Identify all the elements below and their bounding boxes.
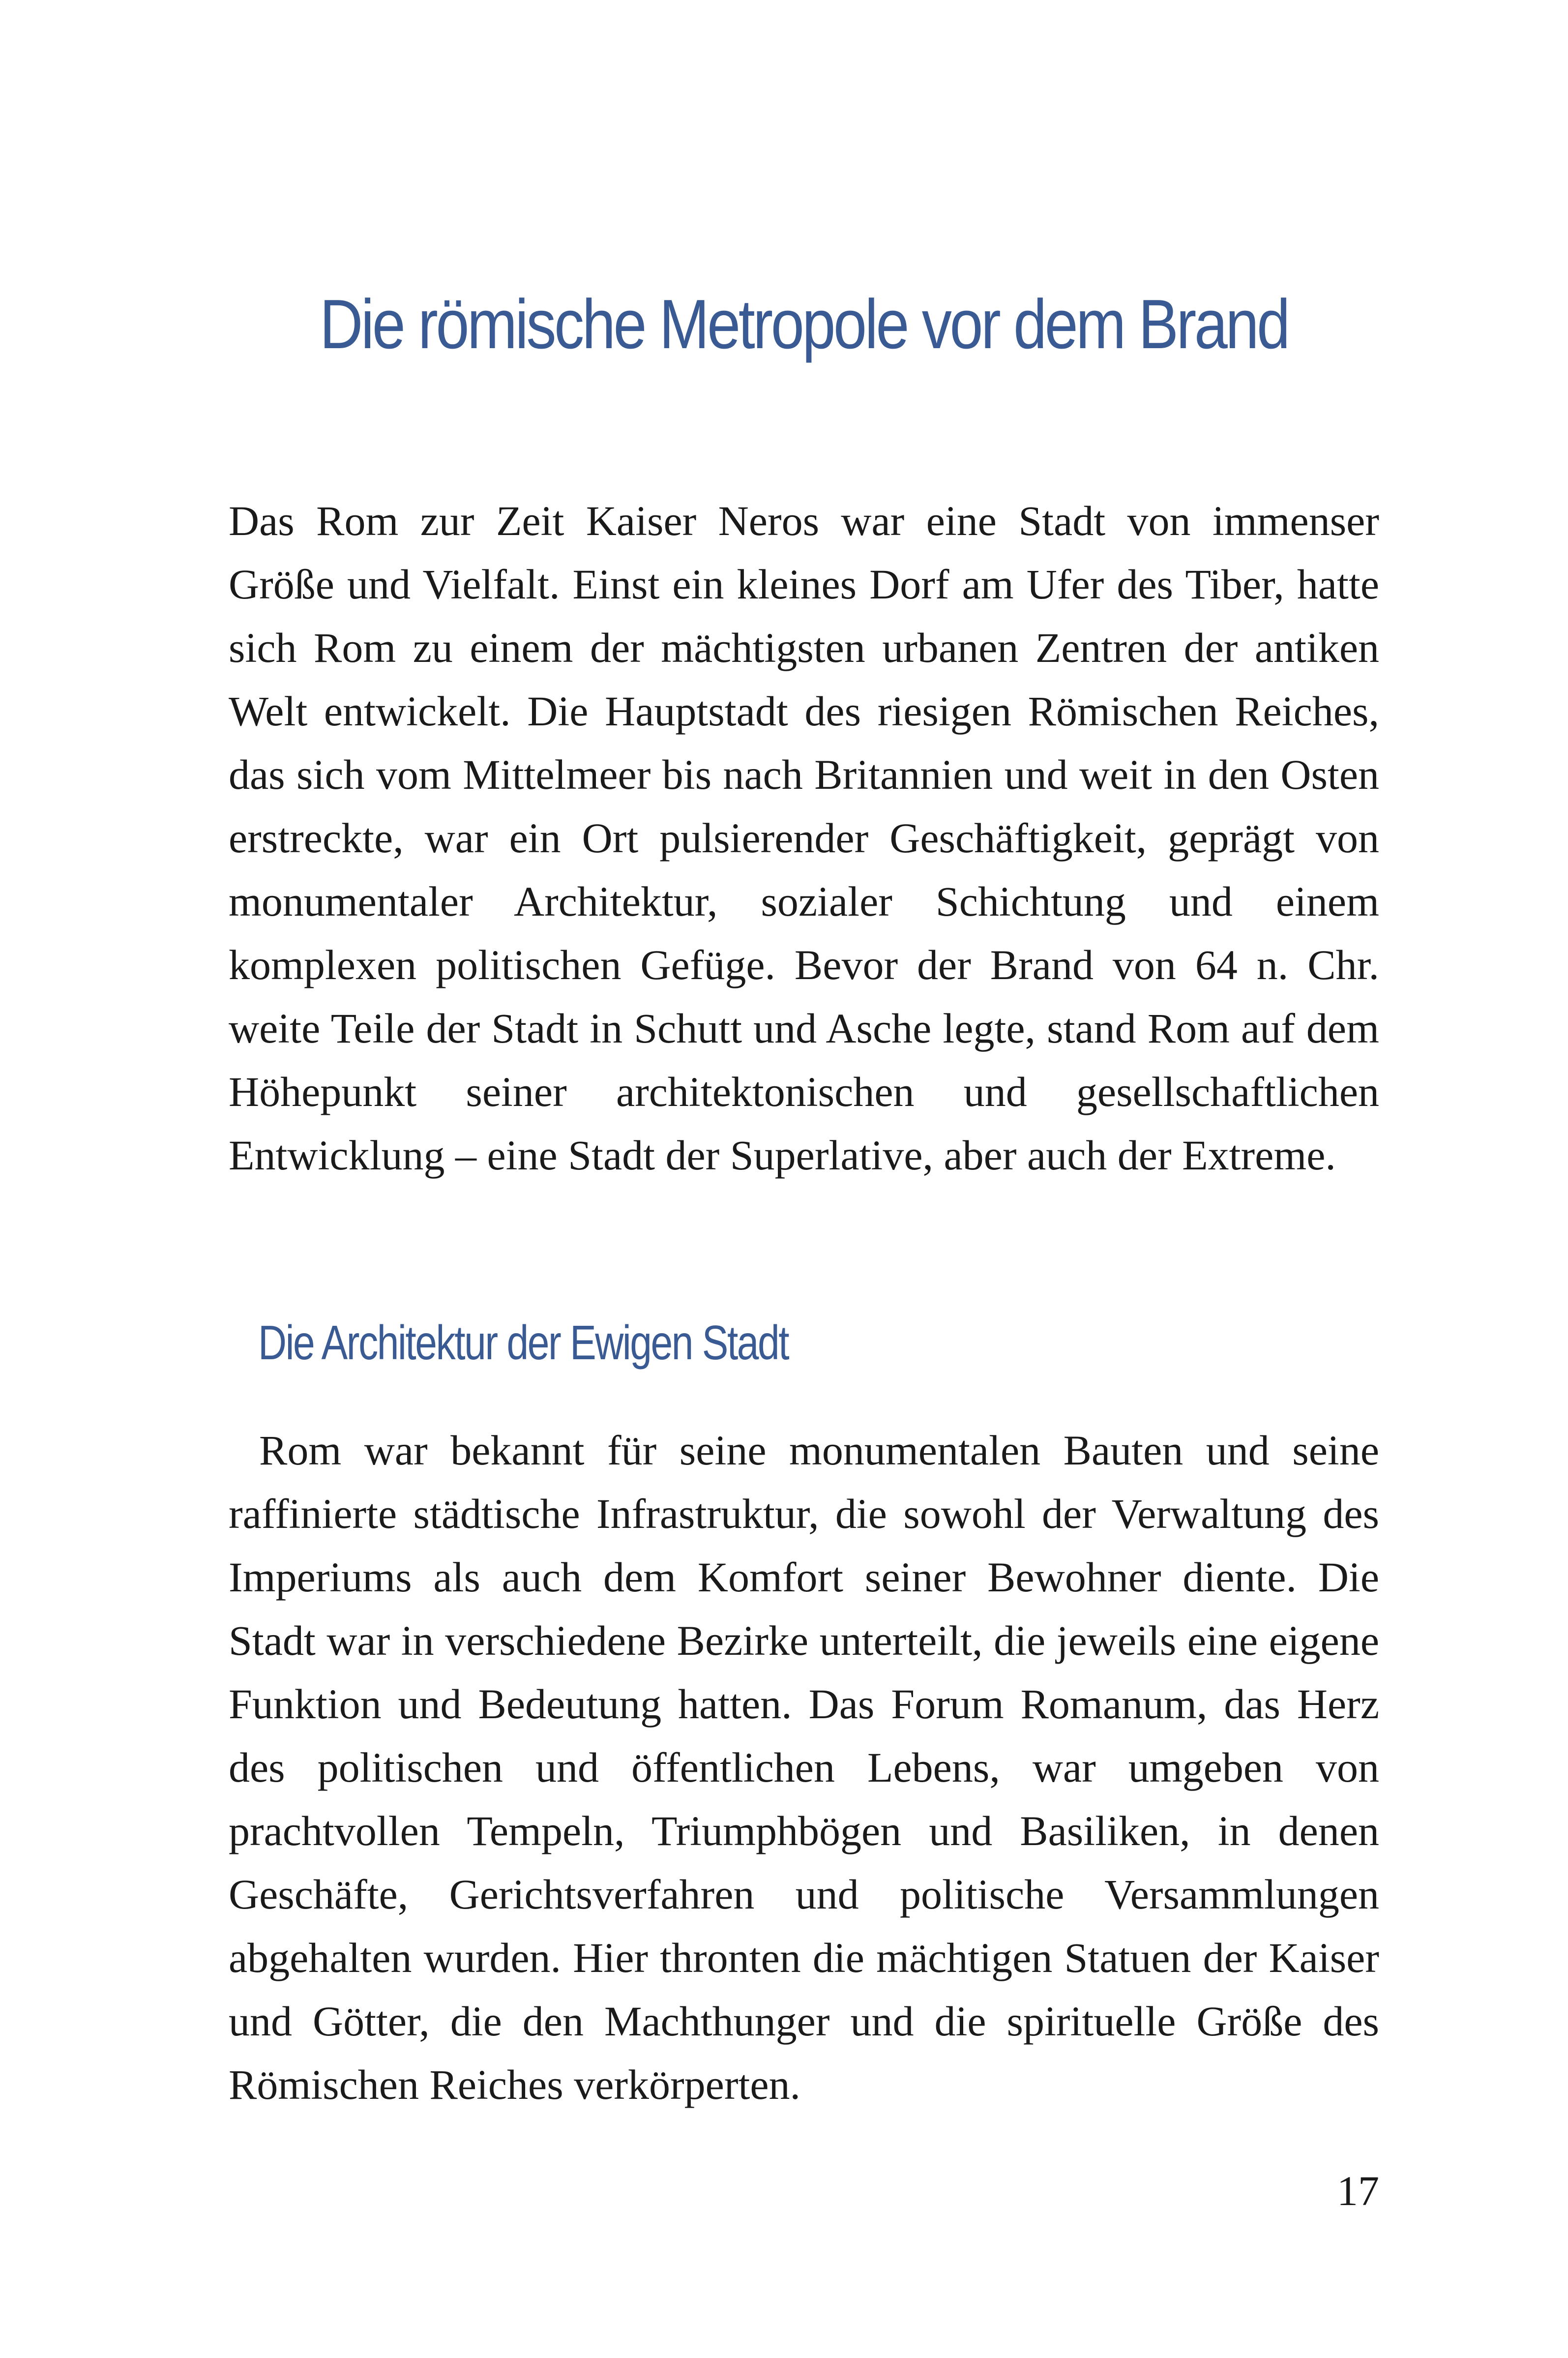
section-heading: Die Architektur der Ewigen Stadt — [258, 1315, 789, 1370]
chapter-title: Die römische Metropole vor dem Brand — [320, 285, 1288, 363]
architecture-paragraph: Rom war bekannt für seine monumentalen Bauten und seine raffinierte städtische Infrastruktur, die sowohl der Verwaltung des Imperiums als auch dem Komfort seiner Bewohner diente. Die Stadt war in verschiedene Bezirke unterteilt, die jeweils eine eigene Funktion und Bedeutung hatten. Das Forum Romanum, das Herz des politischen und öffentlichen Lebens, war umgeben von prachtvollen Tempeln, Triumphbögen und Basiliken, in denen Geschäfte, Gerichtsverfahren und politische Versammlungen abgehalten wurden. Hier thronten die mächtigen Statuen der Kaiser und Götter, die den Machthunger und die spirituelle Größe des Römischen Reiches verkörperten. — [229, 1427, 1379, 2108]
page-number: 17 — [1337, 2167, 1379, 2214]
intro-paragraph: Das Rom zur Zeit Kaiser Neros war eine Stadt von immenser Größe und Vielfalt. Einst ein kleines Dorf am Ufer des Tiber, hatte sich Rom zu einem der mächtigsten urbanen Zentren der antiken Welt entwickelt. Die Hauptstadt des riesigen Römischen Reiches, das sich vom Mittelmeer bis nach Britannien und weit in den Osten erstreckte, war ein Ort pulsierender Geschäftigkeit, geprägt von monumentaler Architektur, sozialer Schichtung und einem komplexen politischen Gefüge. Bevor der Brand von 64 n. Chr. weite Teile der Stadt in Schutt und Asche legte, stand Rom auf dem Höhepunkt seiner architektonischen und gesellschaftlichen Entwicklung – eine Stadt der Superlative, aber auch der Extreme. — [229, 497, 1379, 1179]
